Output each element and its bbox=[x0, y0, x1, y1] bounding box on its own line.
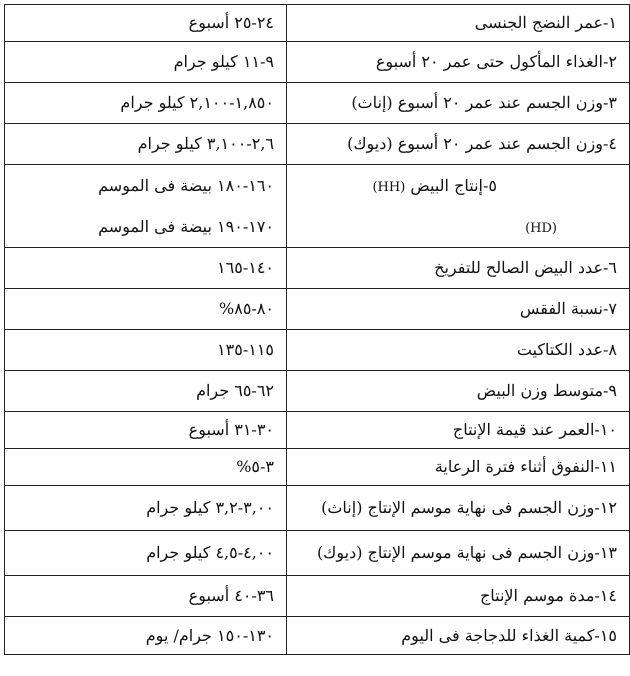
egg-production-line bbox=[299, 165, 617, 206]
table-row bbox=[5, 371, 630, 412]
property-cell: ١٤-مدة موسم الإنتاج bbox=[287, 576, 630, 617]
value-cell: ٣٠-٣١ أسبوع bbox=[5, 412, 287, 449]
table-row bbox=[5, 248, 630, 289]
table-row bbox=[5, 330, 630, 371]
table-row bbox=[5, 165, 630, 248]
property-cell: ١٠-العمر عند قيمة الإنتاج bbox=[287, 412, 630, 449]
value-cell: ٩-١١ كيلو جرام bbox=[5, 42, 287, 83]
property-cell: ١-عمر النضج الجنسى bbox=[287, 5, 630, 42]
value-cell: ٣٦-٤٠ أسبوع bbox=[5, 576, 287, 617]
value-line-hd: ١٧٠-١٩٠ بيضة فى الموسم bbox=[98, 217, 274, 236]
table-row bbox=[5, 531, 630, 576]
table-row bbox=[5, 412, 630, 449]
property-cell: ٧-نسبة الفقس bbox=[287, 289, 630, 330]
value-cell: ٢,٦-٣,١٠٠ كيلو جرام bbox=[5, 124, 287, 165]
breeding-spec-table bbox=[4, 4, 630, 655]
table-row bbox=[5, 617, 630, 655]
property-cell: ٨-عدد الكتاكيت bbox=[287, 330, 630, 371]
value-cell: ١١٥-١٣٥ bbox=[5, 330, 287, 371]
hh-label: (HH) bbox=[372, 180, 406, 195]
table-row bbox=[5, 5, 630, 42]
property-cell: ١١-النفوق أثناء فترة الرعاية bbox=[287, 449, 630, 486]
property-cell: ٣-وزن الجسم عند عمر ٢٠ أسبوع (إناث) bbox=[287, 83, 630, 124]
value-cell: ٦٢-٦٥ جرام bbox=[5, 371, 287, 412]
table-row bbox=[5, 449, 630, 486]
table-row bbox=[5, 83, 630, 124]
property-cell: ٩-متوسط وزن البيض bbox=[287, 371, 630, 412]
egg-production-label: ٥-إنتاج البيض bbox=[410, 176, 497, 195]
value-cell bbox=[5, 165, 287, 248]
hd-label: (HD) bbox=[525, 221, 557, 236]
value-cell: ٨٠-٨٥% bbox=[5, 289, 287, 330]
property-cell: ١٣-وزن الجسم فى نهاية موسم الإنتاج (ديوك) bbox=[287, 531, 630, 576]
table-row bbox=[5, 289, 630, 330]
table-row bbox=[5, 486, 630, 531]
property-cell: ٦-عدد البيض الصالح للتفريخ bbox=[287, 248, 630, 289]
value-cell: ٢٤-٢٥ أسبوع bbox=[5, 5, 287, 42]
hd-line bbox=[299, 206, 617, 247]
value-cell: ١,٨٥٠-٢,١٠٠ كيلو جرام bbox=[5, 83, 287, 124]
property-cell: ٢-الغذاء المأكول حتى عمر ٢٠ أسبوع bbox=[287, 42, 630, 83]
value-cell: ١٣٠-١٥٠ جرام/ يوم bbox=[5, 617, 287, 655]
property-cell: ١٢-وزن الجسم فى نهاية موسم الإنتاج (إناث) bbox=[287, 486, 630, 531]
value-cell: ٣,٠٠-٣,٢ كيلو جرام bbox=[5, 486, 287, 531]
table-row bbox=[5, 42, 630, 83]
document-page bbox=[4, 4, 617, 655]
property-cell: ١٥-كمية الغذاء للدجاجة فى اليوم bbox=[287, 617, 630, 655]
value-cell: ٤,٠٠-٤,٥ كيلو جرام bbox=[5, 531, 287, 576]
value-cell: ١٤٠-١٦٥ bbox=[5, 248, 287, 289]
table-row bbox=[5, 124, 630, 165]
table-row bbox=[5, 576, 630, 617]
property-cell: ٤-وزن الجسم عند عمر ٢٠ أسبوع (ديوك) bbox=[287, 124, 630, 165]
value-cell: ٣-٥% bbox=[5, 449, 287, 486]
property-cell bbox=[287, 165, 630, 248]
value-line-hh: ١٦٠-١٨٠ بيضة فى الموسم bbox=[98, 176, 274, 195]
